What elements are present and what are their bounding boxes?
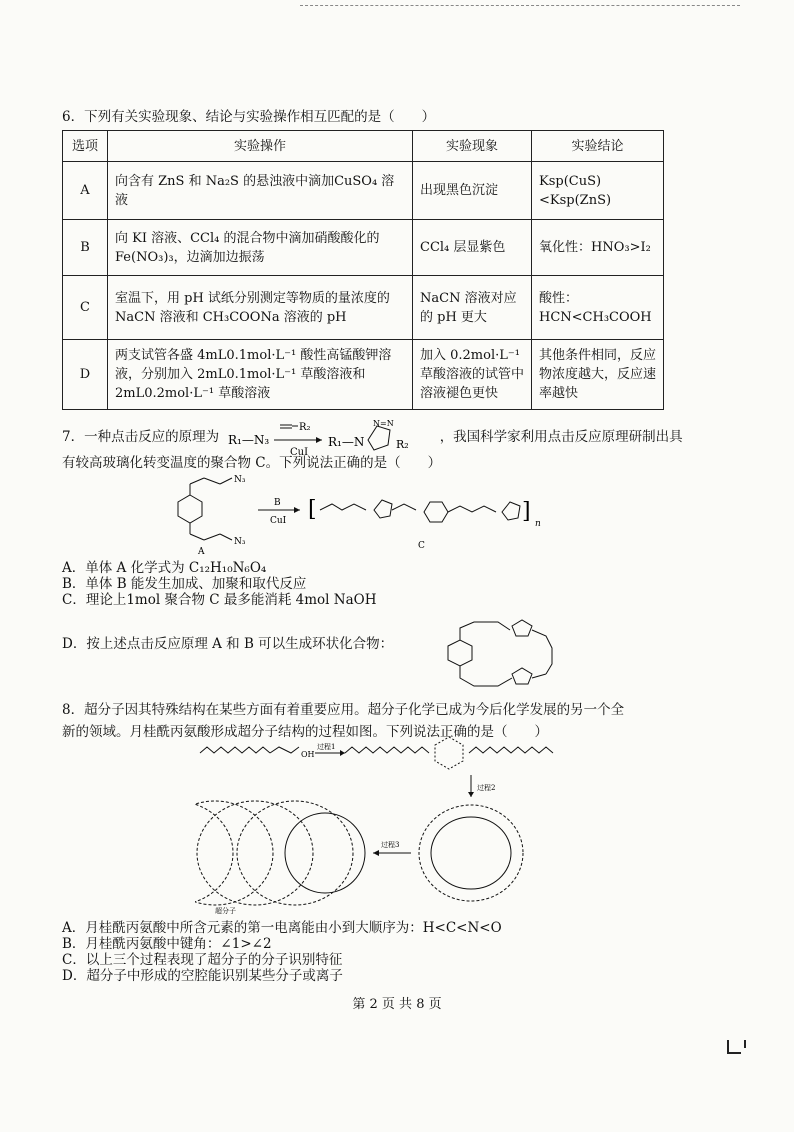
row-option: D xyxy=(63,340,108,410)
azide-bottom: N₃ xyxy=(234,537,246,547)
supramolecule-process-diagram xyxy=(195,735,665,915)
row-operation: 室温下，用 pH 试纸分别测定等物质的量浓度的 NaCN 溶液和 CH₃COONa 溶液的 pH xyxy=(108,276,413,340)
product-r1: R₁—N xyxy=(328,435,365,449)
q7-option-c: C．理论上1mol 聚合物 C 最多能消耗 4mol NaOH xyxy=(62,592,377,608)
q8-stem-line2: 新的领域。月桂酰丙氨酸形成超分子结构的过程如图。下列说法正确的是（ ） xyxy=(62,724,548,740)
q6-table xyxy=(62,130,664,410)
q8-options xyxy=(62,920,742,984)
row-option: A xyxy=(63,162,108,220)
header-phenomenon: 实验现象 xyxy=(413,131,532,162)
q7-option-a: A．单体 A 化学式为 C₁₂H₁₀N₆O₄ xyxy=(62,560,267,576)
dimer-chain-left xyxy=(345,747,429,753)
stack-ring-4 xyxy=(237,801,353,905)
reagent-b: B xyxy=(274,498,281,508)
reactant-azide: R₁—N₃ xyxy=(228,433,270,447)
row-phenomenon: 出现黑色沉淀 xyxy=(413,162,532,220)
q8-option-a: A．月桂酰丙氨酸中所含元素的第一电离能由小到大顺序为：H<C<N<O xyxy=(62,920,502,936)
process-1-label: 过程1 xyxy=(317,743,336,751)
single-ring xyxy=(419,805,523,901)
row-option: B xyxy=(63,220,108,276)
row-conclusion: Ksp(CuS)<Ksp(ZnS) xyxy=(532,162,664,220)
triazole-c2 xyxy=(502,502,520,520)
svg-text:N=N: N=N xyxy=(373,419,394,428)
q7-options xyxy=(62,560,742,652)
polymer-bracket-right: ] xyxy=(522,499,531,524)
q8-stem-line1: 8．超分子因其特殊结构在某些方面有着重要应用。超分子化学已成为今后化学发展的另一个全 xyxy=(62,702,625,718)
row-conclusion: 酸性：HCN<CH₃COOH xyxy=(532,276,664,340)
benzene-ring-c xyxy=(424,502,448,522)
macrocycle-benzene xyxy=(448,640,472,666)
row-operation: 两支试管各盛 4mL0.1mol·L⁻¹ 酸性高锰酸钾溶液，分别加入 2mL0.1mol·L⁻¹ 草酸溶液和 2mL0.2mol·L⁻¹ 草酸溶液 xyxy=(108,340,413,410)
lauroyl-chain xyxy=(200,747,270,753)
q7-stem-part1: 7．一种点击反应的原理为 xyxy=(62,429,220,445)
q7-option-b: B．单体 B 能发生加成、加聚和取代反应 xyxy=(62,576,307,592)
row-phenomenon: 加入 0.2mol·L⁻¹ 草酸溶液的试管中溶液褪色更快 xyxy=(413,340,532,410)
polymer-n: n xyxy=(535,519,541,529)
reagent-cui: CuI xyxy=(270,516,287,526)
corner-mark xyxy=(727,1040,741,1054)
page-footer: 第 2 页 共 8 页 xyxy=(352,997,442,1012)
hbond-dimer xyxy=(435,737,463,769)
question-6-stem xyxy=(62,106,742,128)
q7-option-d: D．按上述点击反应原理 A 和 B 可以生成环状化合物： xyxy=(62,636,394,652)
triazole-ring xyxy=(368,426,390,450)
row-phenomenon: NaCN 溶液对应的 pH 更大 xyxy=(413,276,532,340)
triazole-c1 xyxy=(374,500,392,518)
arrow-head xyxy=(316,437,322,443)
table-row xyxy=(63,220,664,276)
corner-tick xyxy=(744,1040,746,1048)
alkyne-r2: R₂ xyxy=(299,422,311,433)
table-row xyxy=(63,340,664,410)
q7-stem-line2: 有较高玻璃化转变温度的聚合物 C。下列说法正确的是（ ） xyxy=(62,455,442,471)
macrocycle-structure xyxy=(428,616,578,696)
row-phenomenon: CCl₄ 层显紫色 xyxy=(413,220,532,276)
header-conclusion: 实验结论 xyxy=(532,131,664,162)
polymerization-scheme xyxy=(160,470,560,556)
table-row xyxy=(63,162,664,220)
q7-stem-part2: ，我国科学家利用点击反应原理研制出具 xyxy=(439,429,683,445)
monomer-a-label: A xyxy=(198,547,205,556)
row-conclusion: 氧化性：HNO₃>I₂ xyxy=(532,220,664,276)
q8-option-b: B．月桂酰丙氨酸中键角：∠1>∠2 xyxy=(62,936,272,952)
product-r2: R₂ xyxy=(396,438,409,451)
benzene-ring-a xyxy=(178,495,202,523)
q8-option-d: D．超分子中形成的空腔能识别某些分子或离子 xyxy=(62,968,343,984)
polymer-c-label: C xyxy=(418,541,425,551)
dimer-chain-right xyxy=(469,747,553,753)
row-conclusion: 其他条件相同，反应物浓度越大，反应速率越快 xyxy=(532,340,664,410)
supramolecule-label: 超分子 xyxy=(215,907,236,915)
row-option: C xyxy=(63,276,108,340)
row-operation: 向 KI 溶液、CCl₄ 的混合物中滴加硝酸酸化的 Fe(NO₃)₃，边滴加边振荡 xyxy=(108,220,413,276)
azide-top: N₃ xyxy=(234,475,246,485)
process-3-label: 过程3 xyxy=(381,841,400,849)
q6-stem-text: 6．下列有关实验现象、结论与实验操作相互匹配的是（ ） xyxy=(62,109,436,125)
process-2-label: 过程2 xyxy=(477,784,496,792)
top-dashed-line xyxy=(300,5,740,6)
carboxyl-oh: OH xyxy=(301,750,315,759)
row-operation: 向含有 ZnS 和 Na₂S 的悬浊液中滴加CuSO₄ 溶液 xyxy=(108,162,413,220)
header-option: 选项 xyxy=(63,131,108,162)
header-operation: 实验操作 xyxy=(108,131,413,162)
table-row xyxy=(63,276,664,340)
polymer-bracket-left: [ xyxy=(308,497,317,522)
q8-option-c: C．以上三个过程表现了超分子的分子识别特征 xyxy=(62,952,343,968)
stack-ring-2 xyxy=(195,801,273,905)
stack-ring-3 xyxy=(197,801,313,905)
click-reaction-scheme xyxy=(228,418,438,460)
catalyst-label: CuI xyxy=(290,447,309,458)
table-header-row xyxy=(63,131,664,162)
